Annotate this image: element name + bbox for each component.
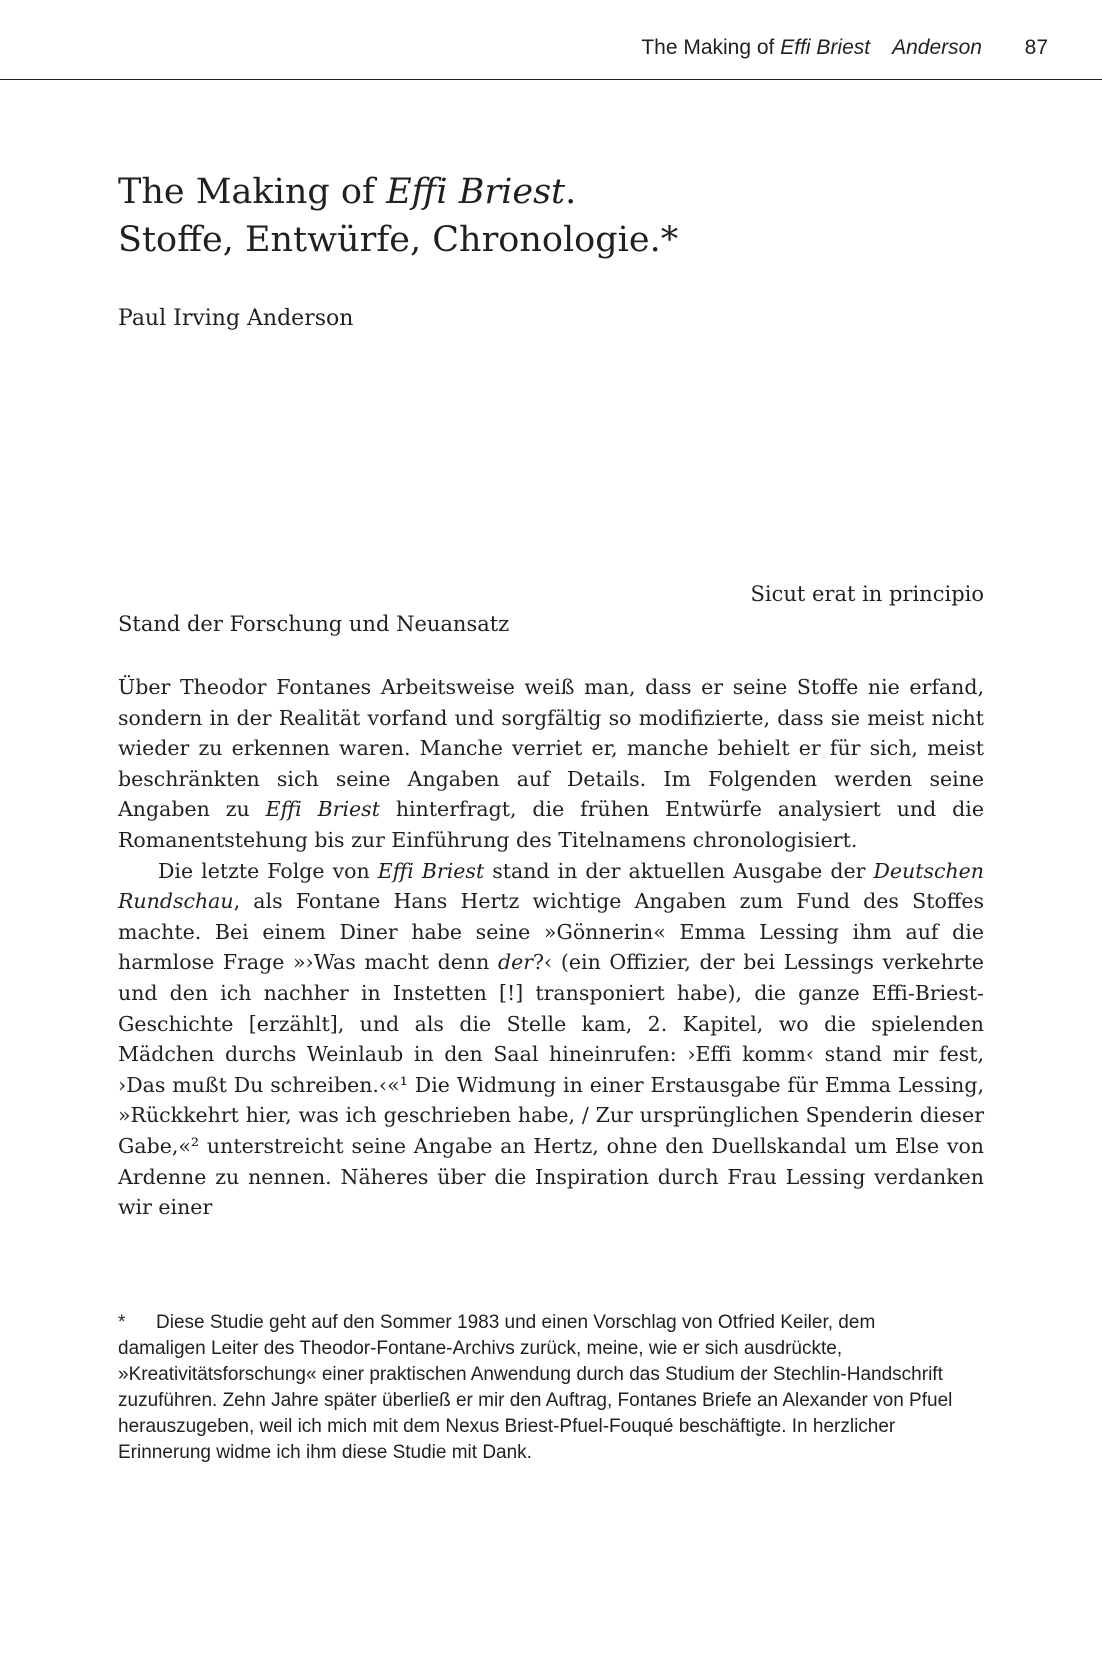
paragraph-1	[118, 672, 984, 856]
p2-f: der	[497, 950, 534, 975]
paragraph-2	[118, 856, 984, 1223]
running-head	[0, 0, 1102, 80]
footnote-text: Diese Studie geht auf den Sommer 1983 und einen Vorschlag von Otfried Keiler, dem damaligen Leiter des Theodor-Fontane-Archivs zurück, meine, wie er sich ausdrückte, »Kreativitätsforschung« einer praktischen Anwendung durch das Studium der Stechlin-Handschrift zuzuführen. Zehn Jahre später überließ er mir den Auftrag, Fontanes Briefe an Alexander von Pfuel herauszugeben, weil ich mich mit dem Nexus Briest-Pfuel-Fouqué beschäftigte. In herzlicher Erinnerung widme ich ihm diese Studie mit Dank.	[118, 1312, 953, 1463]
title-line2: Stoffe, Entwürfe, Chronologie.*	[118, 220, 679, 260]
page-number: 87	[1024, 36, 1048, 59]
running-head-title-prefix: The Making of	[641, 36, 781, 59]
running-head-title-italic: Effi Briest	[780, 36, 871, 59]
title-line1-italic: Effi Briest	[386, 172, 566, 212]
p2-c: stand in der aktuellen Ausgabe der	[484, 858, 874, 883]
title-line1-prefix: The Making of	[118, 172, 387, 212]
footnote-marker: *	[118, 1312, 126, 1333]
footnote	[118, 1310, 954, 1466]
running-head-title	[641, 36, 982, 60]
article-title	[118, 168, 998, 264]
running-head-author: Anderson	[892, 36, 982, 59]
p2-d: Deutschen Rundschau	[118, 858, 985, 914]
p1-a: Über Theodor Fontanes Arbeitsweise weiß man, dass er seine Stoffe nie erfand, sondern in der Realität vorfand und sorgfältig so modifizierte, dass sie meist nicht wieder zu erkennen waren. Manche verriet er, manche behielt er für sich, meist beschränkten sich seine Angaben auf Details. Im Folgenden werden seine Angaben zu	[118, 675, 984, 822]
p2-b: Effi Briest	[377, 858, 485, 883]
p2-g: ?‹ (ein Offizier, der bei Lessings verkehrte und den ich nachher in Instetten [!] transponiert habe), die ganze Effi-Briest-Geschichte [erzählt], und als die Stelle kam, 2. Kapitel, wo die spielenden Mädchen durchs Weinlaub in den Saal hineinrufen: ›Effi komm‹ stand mir fest, ›Das mußt Du schreiben.‹«¹ Die Widmung in einer Erstausgabe für Emma Lessing, »Rückkehrt hier, was ich geschrieben habe, / Zur ursprünglichen Spenderin dieser Gabe,«² unterstreicht seine Angabe an Hertz, ohne den Duellskandal um Else von Ardenne zu nennen. Näheres über die Inspiration durch Frau Lessing verdanken wir einer	[118, 950, 984, 1220]
p1-b: Effi Briest	[265, 797, 380, 822]
p2-a: Die letzte Folge von	[158, 858, 378, 883]
p1-c: hinterfragt, die frühen Entwürfe analysiert und die Romanentstehung bis zur Einführung des Titelnamens chronologisiert.	[118, 797, 984, 852]
epigraph: Sicut erat in principio	[750, 582, 984, 606]
body-text	[118, 672, 984, 1223]
section-heading: Stand der Forschung und Neuansatz	[118, 612, 510, 636]
p2-e: , als Fontane Hans Hertz wichtige Angaben zum Fund des Stoffes machte. Bei einem Diner habe seine »Gönnerin« Emma Lessing ihm auf die harmlose Frage »›Was macht denn	[118, 889, 984, 975]
title-line1-suffix: .	[565, 172, 577, 212]
article-author: Paul Irving Anderson	[118, 306, 354, 331]
